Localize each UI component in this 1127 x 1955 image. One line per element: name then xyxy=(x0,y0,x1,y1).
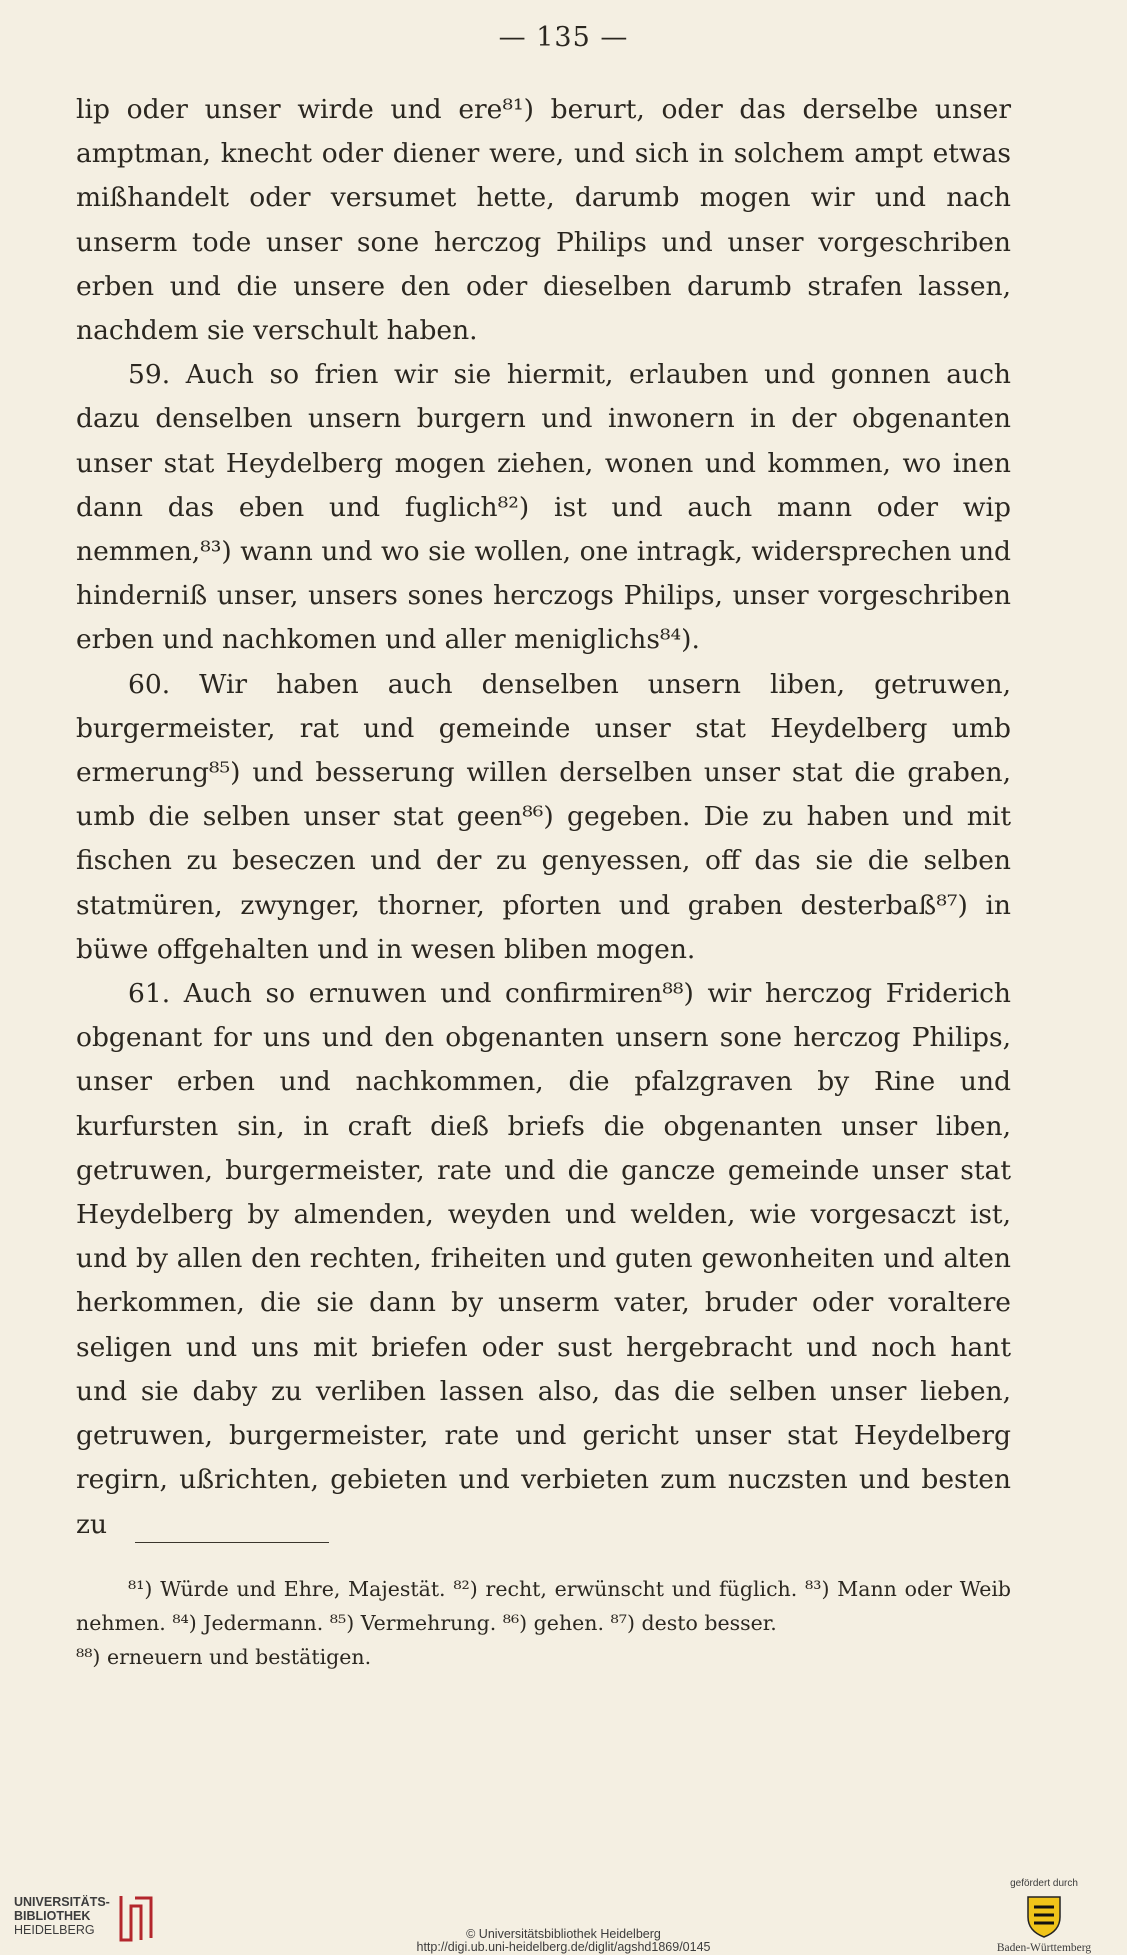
paragraph-61: 61. Auch so ernuwen und confirmiren⁸⁸) wir herczog Friderich obgenant for uns und den obgenanten unsern sone herczog Philips, unser erben und nachkommen, die pfalzgraven by Rine und kurfursten sin, in craft dieß briefs die obgenanten unser liben, getruwen, burgermeister, rate und die gancze gemeinde unser stat Heydelberg by almenden, weyden und welden, wie vorgesaczt ist, und by allen den rechten, friheiten und guten gewonheiten und alten herkommen, die sie dann by unserm vater, bruder oder voraltere seligen und uns mit briefen oder sust hergebracht und noch hant und sie daby zu verliben lassen also, das die selben unser lieben, getruwen, burgermeister, rate und gericht unser stat Heydelberg regirn, ußrichten, gebieten und verbieten zum nuczsten und besten zu xyxy=(76,978,1011,1540)
paragraph-59: 59. Auch so frien wir sie hiermit, erlauben und gonnen auch dazu denselben unsern burgern und inwonern in der obgenanten unser stat Heydelberg mogen ziehen, wonen und kommen, wo inen dann das eben und fuglich⁸²) ist und auch mann oder wip nemmen,⁸³) wann und wo sie wollen, one intragk, widersprechen und hinderniß unser, unsers sones herczogs Philips, unser vorgeschriben erben und nachkomen und aller meniglichs⁸⁴). xyxy=(76,359,1011,656)
page-number: — 135 — xyxy=(498,22,629,53)
permalink-url[interactable]: http://digi.ub.uni-heidelberg.de/diglit/agshd1869/0145 xyxy=(416,1940,711,1954)
footnote-divider xyxy=(135,1542,329,1543)
copyright-text: © Universitätsbibliothek Heidelberg xyxy=(466,1927,661,1941)
state-crest-icon xyxy=(1024,1893,1064,1939)
library-name-line-2: BIBLIOTHEK xyxy=(14,1909,91,1923)
page-footer xyxy=(0,1870,1127,1955)
library-name-line-3: HEIDELBERG xyxy=(14,1923,95,1937)
footnotes xyxy=(76,1572,1011,1674)
footnote-block-2: ⁸⁸) erneuern und bestätigen. xyxy=(76,1645,372,1669)
sponsor-block xyxy=(979,1878,1109,1954)
paragraph-60: 60. Wir haben auch denselben unsern liben, getruwen, burgermeister, rat und gemeinde unser stat Heydelberg umb ermerung⁸⁵) und besserung willen derselben unser stat die graben, umb die selben unser stat geen⁸⁶) gegeben. Die zu haben und mit fischen zu beseczen und der zu genyessen, off das sie die selben statmüren, zwynger, thorner, pforten und graben desterbaß⁸⁷) in büwe offgehalten und in wesen bliben mogen. xyxy=(76,668,1011,965)
copyright-notice xyxy=(0,1928,1127,1954)
sponsor-label: gefördert durch xyxy=(1010,1878,1078,1889)
paragraph-continuation: lip oder unser wirde und ere⁸¹) berurt, oder das derselbe unser amptman, knecht oder diener were, und sich in solchem ampt etwas mißhandelt oder versumet hette, darumb mogen wir und nach unserm tode unser sone herczog Philips und unser vorgeschriben erben und die unsere den oder dieselben darumb strafen lassen, nachdem sie verschult haben. xyxy=(76,94,1011,347)
library-name-line-1: UNIVERSITÄTS- xyxy=(14,1895,110,1909)
sponsor-name: Baden-Württemberg xyxy=(996,1942,1092,1954)
footnote-block-1: ⁸¹) Würde und Ehre, Majestät. ⁸²) recht, erwünscht und füglich. ⁸³) Mann oder Weib nehmen. ⁸⁴) Jedermann. ⁸⁵) Vermehrung. ⁸⁶) gehen. ⁸⁷) desto besser. xyxy=(76,1577,1011,1635)
main-text xyxy=(76,88,1011,1547)
